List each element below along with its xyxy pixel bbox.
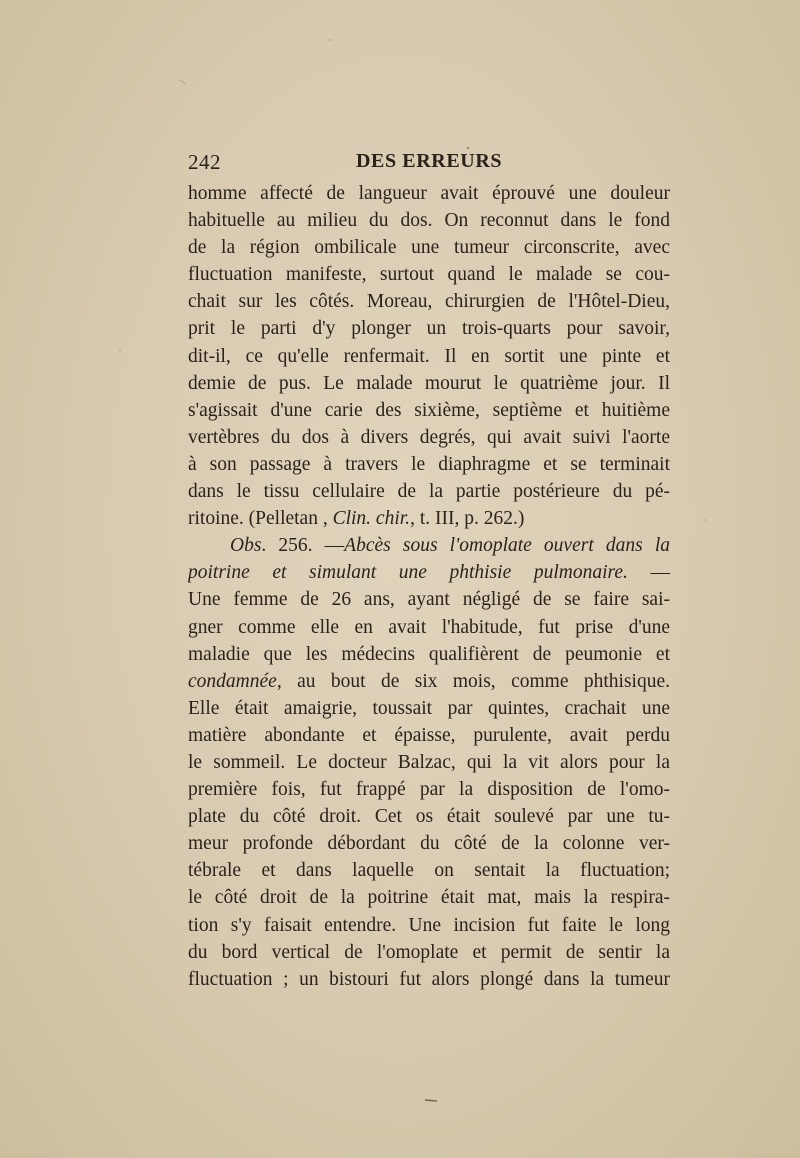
text-line: dit-il, ce qu'elle renfermait. Il en sortit une pinte et: [188, 345, 670, 367]
observation-title-line: [188, 559, 670, 586]
text-line: plate du côté droit. Cet os était soulevé par une tu-: [188, 806, 670, 828]
condamnee-after: , au bout de six mois, comme phthisique.: [276, 670, 670, 692]
citation-before: ritoine. (Pelletan ,: [188, 508, 333, 530]
running-title: DES ERREURS: [356, 150, 503, 172]
text-line: demie de pus. Le malade mourut le quatrième jour. Il: [188, 372, 670, 394]
paper-speck: [467, 147, 469, 149]
text-line: du bord vertical de l'omoplate et permit de sentir la: [188, 941, 670, 963]
text-line: tébrale et dans laquelle on sentait la fluctuation;: [188, 860, 670, 882]
text-line: le sommeil. Le docteur Balzac, qui la vit alors pour la: [188, 751, 670, 773]
text-line: meur profonde débordant du côté de la colonne ver-: [188, 833, 670, 855]
body-text: [188, 180, 670, 993]
citation-italic: Clin. chir.: [332, 508, 411, 530]
text-line: à son passage à travers le diaphragme et se terminait: [188, 453, 670, 475]
text-line: Elle était amaigrie, toussait par quintes, crachait une: [188, 697, 670, 719]
text-line: prit le parti d'y plonger un trois-quarts pour savoir,: [188, 318, 670, 340]
text-line: le côté droit de la poitrine était mat, mais la respira-: [188, 887, 670, 909]
text-line: fluctuation manifeste, surtout quand le malade se cou-: [188, 264, 670, 286]
text-line: vertèbres du dos à divers degrés, qui avait suivi l'aorte: [188, 426, 670, 448]
obs-number: . 256. —: [261, 535, 345, 557]
paper-speck: [119, 349, 121, 351]
paper-speck: [329, 39, 331, 41]
text-line: fluctuation ; un bistouri fut alors plongé dans la tumeur: [188, 968, 670, 990]
text-line: homme affecté de langueur avait éprouvé une douleur: [188, 183, 670, 204]
condamnee-line: [188, 668, 670, 695]
text-line: Une femme de 26 ans, ayant négligé de se faire sai-: [188, 589, 670, 611]
text-line: dans le tissu cellulaire de la partie postérieure du pé-: [188, 481, 670, 503]
text-line: de la région ombilicale une tumeur circonscrite, avec: [188, 237, 670, 259]
paper-speck: [704, 519, 706, 521]
text-line: maladie que les médecins qualifièrent de peumonie et: [188, 643, 670, 665]
text-line: gner comme elle en avait l'habitude, fut prise d'une: [188, 616, 670, 638]
page-number: 242: [188, 150, 221, 174]
text-line: matière abondante et épaisse, purulente, avait perdu: [188, 724, 670, 746]
citation-line: [188, 505, 670, 532]
citation-after: , t. III, p. 262.): [410, 508, 525, 530]
observation-heading: [188, 532, 670, 559]
text-line: s'agissait d'une carie des sixième, septième et huitième: [188, 399, 670, 421]
obs-title-dash: —: [627, 562, 670, 584]
running-head: [188, 150, 670, 180]
text-line: tion s'y faisait entendre. Une incision fut faite le long: [188, 914, 670, 936]
text-line: habituelle au milieu du dos. On reconnut dans le fond: [188, 210, 670, 232]
paper-speck: [180, 80, 186, 84]
condamnee-italic: condamnée: [188, 670, 277, 692]
obs-label: Obs: [230, 535, 262, 557]
obs-title-1: Abcès sous l'omoplate ouvert dans la: [344, 535, 670, 557]
text-line: chait sur les côtés. Moreau, chirurgien de l'Hôtel-Dieu,: [188, 291, 670, 313]
text-line: première fois, fut frappé par la disposition de l'omo-: [188, 779, 670, 801]
obs-title-2: poitrine et simulant une phthisie pulmonaire.: [188, 562, 628, 584]
paper-speck: [425, 1100, 437, 1101]
